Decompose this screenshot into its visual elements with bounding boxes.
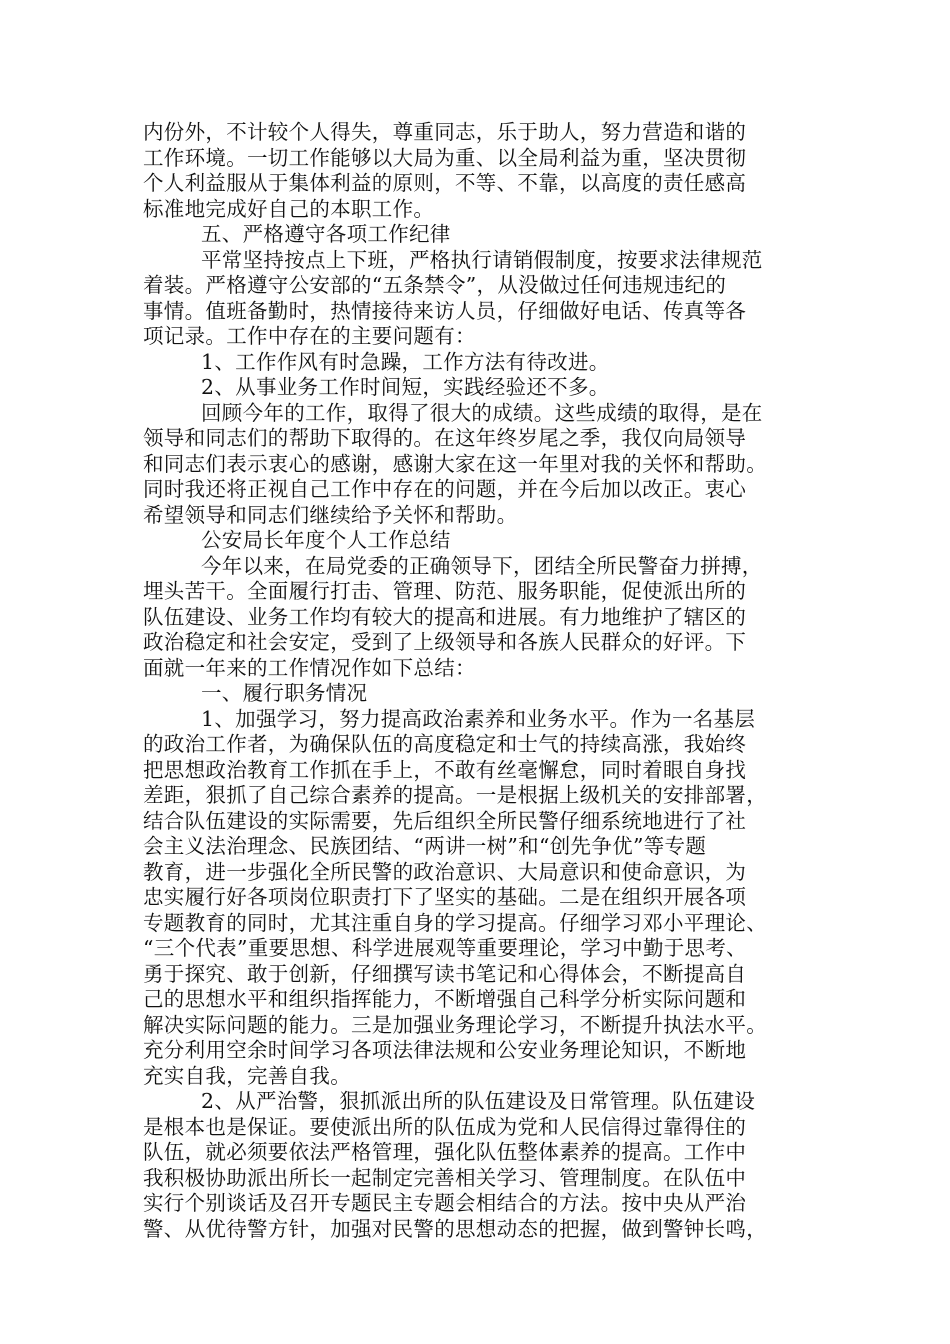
text-line: 今年以来，在局党委的正确领导下，团结全所民警奋力拼搏， (201, 553, 763, 578)
text-line: “三个代表”重要思想、科学进展观等重要理论，学习中勤于思考、 (143, 936, 747, 960)
text-line: 和同志们表示衷心的感谢，感谢大家在这一年里对我的关怀和帮助。 (143, 451, 767, 476)
text-line: 面就一年来的工作情况作如下总结： (143, 655, 476, 680)
text-line: 充分利用空余时间学习各项法律法规和公安业务理论知识，不断地 (143, 1038, 747, 1062)
text-line: 实行个别谈话及召开专题民主专题会相结合的方法。按中央从严治 (143, 1191, 747, 1215)
text-line: 队伍，就必须要依法严格管理，强化队伍整体素养的提高。工作中 (143, 1140, 747, 1164)
text-line: 事情。值班备勤时，热情接待来访人员，仔细做好电话、传真等各 (143, 298, 747, 323)
text-line: 结合队伍建设的实际需要，先后组织全所民警仔细系统地进行了社 (143, 808, 747, 833)
text-line: 希望领导和同志们继续给予关怀和帮助。 (143, 502, 518, 527)
text-line: 着装。严格遵守公安部的“五条禁令”，从没做过任何违规违纪的 (143, 273, 727, 297)
text-line: 解决实际问题的能力。三是加强业务理论学习，不断提升执法水平。 (143, 1012, 767, 1037)
text-line: 己的思想水平和组织指挥能力，不断增强自己科学分析实际问题和 (143, 987, 747, 1011)
text-line: 充实自我，完善自我。 (143, 1063, 351, 1088)
text-line: 公安局长年度个人工作总结 (201, 528, 451, 552)
text-line: 把思想政治教育工作抓在手上，不敢有丝毫懈怠，同时着眼自身找 (143, 757, 747, 782)
text-line: 工作环境。一切工作能够以大局为重、以全局利益为重，坚决贯彻 (143, 145, 747, 170)
text-line: 1、工作作风有时急躁，工作方法有待改进。 (201, 349, 610, 374)
text-line: 会主义法治理念、民族团结、“两讲一树”和“创先争优”等专题 (143, 834, 707, 858)
text-line: 教育，进一步强化全所民警的政治意识、大局意识和使命意识，为 (143, 859, 747, 884)
text-line: 2、从事业务工作时间短，实践经验还不多。 (201, 375, 610, 399)
text-line: 1、加强学习，努力提高政治素养和业务水平。作为一名基层 (201, 706, 756, 731)
text-line: 个人利益服从于集体利益的原则，不等、不靠，以高度的责任感高 (143, 171, 747, 195)
text-line: 一、履行职务情况 (201, 681, 368, 705)
text-line: 五、严格遵守各项工作纪律 (201, 222, 451, 246)
text-line: 埋头苦干。全面履行打击、管理、防范、服务职能，促使派出所的 (143, 579, 747, 603)
text-line: 领导和同志们的帮助下取得的。在这年终岁尾之季，我仅向局领导 (143, 426, 747, 450)
text-line: 忠实履行好各项岗位职责打下了坚实的基础。二是在组织开展各项 (143, 885, 747, 909)
text-line: 的政治工作者，为确保队伍的高度稳定和士气的持续高涨，我始终 (143, 732, 747, 756)
document-page (143, 120, 829, 1242)
text-line: 警、从优待警方针，加强对民警的思想动态的把握，做到警钟长鸣， (143, 1216, 767, 1241)
text-line: 平常坚持按点上下班，严格执行请销假制度，按要求法律规范 (201, 247, 763, 272)
text-line: 政治稳定和社会安定，受到了上级领导和各族人民群众的好评。下 (143, 630, 747, 654)
text-line: 队伍建设、业务工作均有较大的提高和进展。有力地维护了辖区的 (143, 604, 747, 629)
text-line: 差距，狠抓了自己综合素养的提高。一是根据上级机关的安排部署， (143, 783, 767, 807)
text-line: 项记录。工作中存在的主要问题有： (143, 324, 476, 348)
text-line: 我积极协助派出所长一起制定完善相关学习、管理制度。在队伍中 (143, 1165, 747, 1190)
text-line: 专题教育的同时，尤其注重自身的学习提高。仔细学习邓小平理论、 (143, 910, 767, 935)
text-line: 标准地完成好自己的本职工作。 (143, 196, 435, 221)
text-line: 同时我还将正视自己工作中存在的问题，并在今后加以改正。衷心 (143, 477, 747, 501)
text-line: 2、从严治警，狠抓派出所的队伍建设及日常管理。队伍建设 (201, 1089, 756, 1113)
text-line: 是根本也是保证。要使派出所的队伍成为党和人民信得过靠得住的 (143, 1114, 747, 1139)
text-line: 勇于探究、敢于创新，仔细撰写读书笔记和心得体会，不断提高自 (143, 961, 747, 986)
text-line: 回顾今年的工作，取得了很大的成绩。这些成绩的取得，是在 (201, 400, 763, 425)
text-line: 内份外，不计较个人得失，尊重同志，乐于助人，努力营造和谐的 (143, 120, 747, 144)
